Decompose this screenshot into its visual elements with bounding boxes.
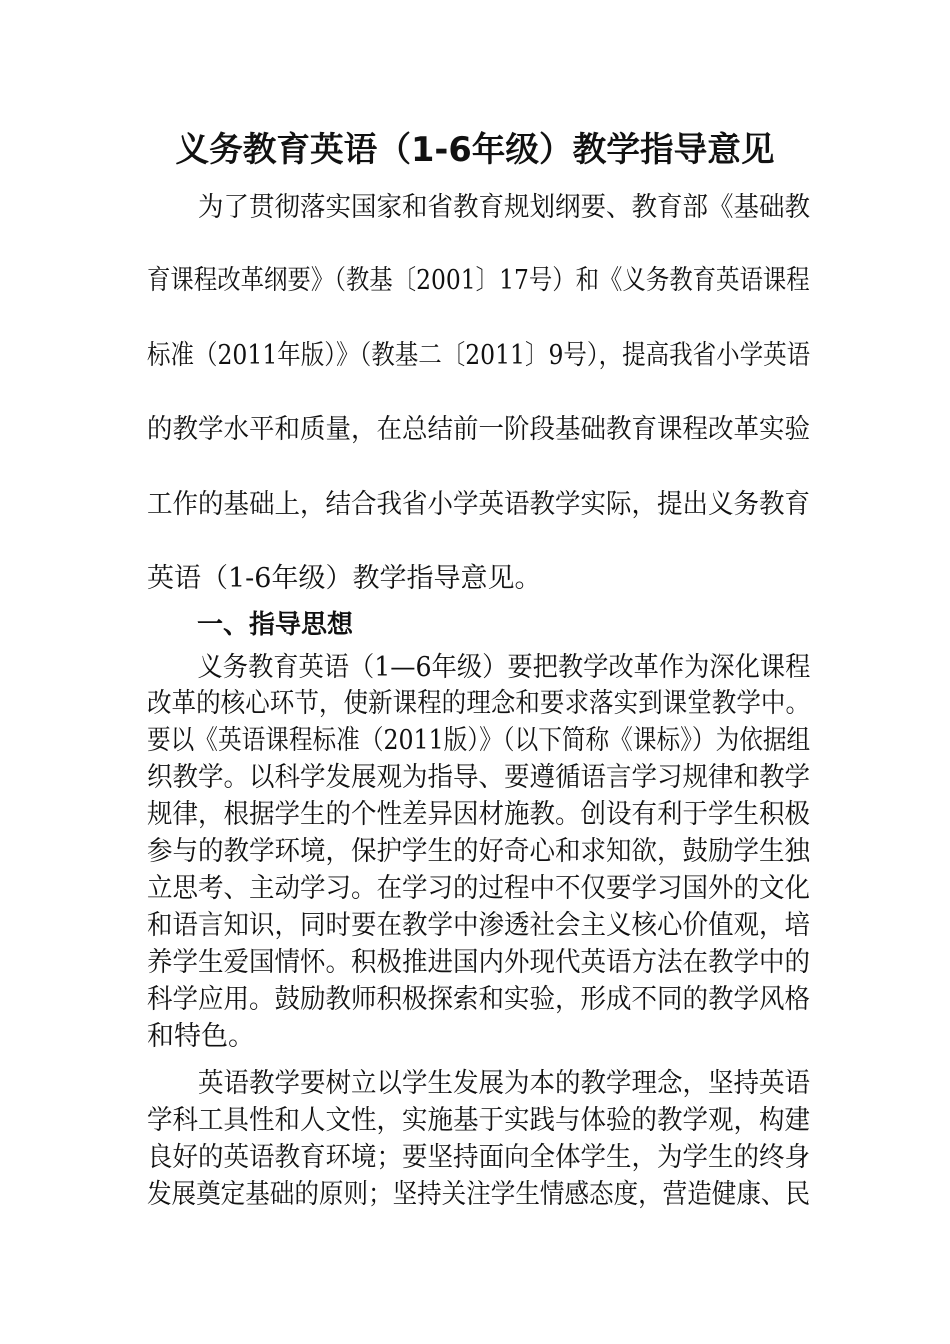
text-line: 良好的英语教育环境；要坚持面向全体学生，为学生的终身	[147, 1142, 810, 1173]
text-line: 立思考、主动学习。在学习的过程中不仅要学习国外的文化	[147, 873, 810, 904]
text-line: 养学生爱国情怀。积极推进国内外现代英语方法在教学中的	[147, 947, 810, 978]
text-line: 标准（2011年版）》（教基二〔2011〕9号），提高我省小学英语	[147, 340, 811, 371]
text-line: 育课程改革纲要》（教基〔2001〕17号）和《义务教育英语课程	[147, 265, 810, 296]
text-line: 工作的基础上，结合我省小学英语教学实际，提出义务教育	[147, 489, 810, 520]
text-line: 改革的核心环节，使新课程的理念和要求落实到课堂教学中。	[147, 688, 811, 719]
text-line: 和语言知识，同时要在教学中渗透社会主义核心价值观，培	[147, 910, 810, 941]
text-line: 发展奠定基础的原则；坚持关注学生情感态度，营造健康、民	[147, 1179, 811, 1210]
text-line: 义务教育英语（1—6年级）要把教学改革作为深化课程	[147, 652, 811, 683]
section-heading: 一、指导思想	[197, 610, 354, 640]
text-line: 要以《英语课程标准（2011版）》（以下简称《课标》）为依据组	[147, 725, 811, 756]
text-line: 规律，根据学生的个性差异因材施教。创设有利于学生积极	[147, 799, 810, 830]
text-line: 的教学水平和质量，在总结前一阶段基础教育课程改革实验	[147, 414, 810, 445]
text-line: 英语教学要树立以学生发展为本的教学理念，坚持英语	[147, 1068, 810, 1099]
document-title: 义务教育英语（1-6年级）教学指导意见	[175, 130, 775, 170]
text-line: 织教学。以科学发展观为指导、要遵循语言学习规律和教学	[147, 762, 810, 793]
text-line: 为了贯彻落实国家和省教育规划纲要、教育部《基础教	[147, 192, 810, 223]
text-line: 参与的教学环境，保护学生的好奇心和求知欲，鼓励学生独	[147, 836, 810, 867]
text-line: 和特色。	[147, 1021, 255, 1052]
text-line: 英语（1-6年级）教学指导意见。	[147, 563, 542, 594]
text-line: 科学应用。鼓励教师积极探索和实验，形成不同的教学风格	[147, 984, 810, 1015]
text-line: 学科工具性和人文性，实施基于实践与体验的教学观，构建	[147, 1105, 810, 1136]
